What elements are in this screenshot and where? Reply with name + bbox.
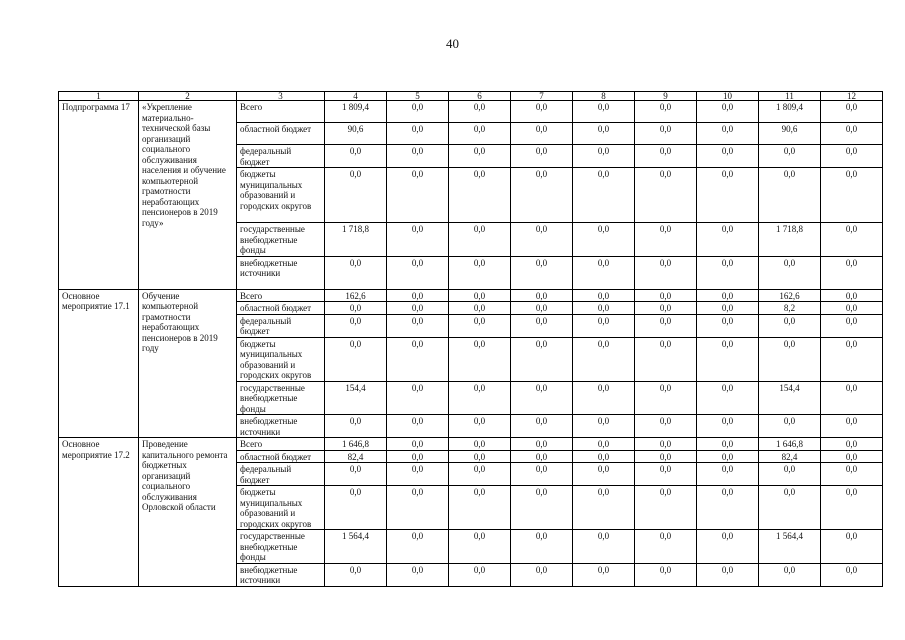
funding-value: 0,0 — [387, 168, 449, 223]
funding-value: 0,0 — [821, 381, 883, 415]
funding-value: 0,0 — [511, 168, 573, 223]
funding-value: 0,0 — [821, 463, 883, 486]
column-header: 4 — [325, 92, 387, 101]
funding-value: 0,0 — [697, 223, 759, 257]
funding-value: 0,0 — [697, 314, 759, 337]
funding-value: 0,0 — [635, 101, 697, 123]
funding-value: 0,0 — [325, 563, 387, 586]
funding-value: 0,0 — [759, 486, 821, 530]
funding-value: 0,0 — [635, 302, 697, 315]
funding-value: 0,0 — [573, 145, 635, 168]
funding-value: 0,0 — [511, 415, 573, 438]
funding-value: 0,0 — [387, 486, 449, 530]
funding-value: 0,0 — [573, 314, 635, 337]
funding-value: 0,0 — [573, 223, 635, 257]
funding-value: 0,0 — [511, 256, 573, 289]
funding-value: 0,0 — [387, 256, 449, 289]
funding-value: 0,0 — [387, 438, 449, 451]
funding-value: 1 718,8 — [325, 223, 387, 257]
funding-value: 1 646,8 — [759, 438, 821, 451]
funding-value: 82,4 — [759, 450, 821, 463]
funding-value: 0,0 — [387, 314, 449, 337]
funding-source: областной бюджет — [237, 123, 325, 145]
funding-value: 162,6 — [759, 289, 821, 302]
funding-value: 0,0 — [573, 256, 635, 289]
funding-value: 0,0 — [697, 450, 759, 463]
funding-value: 0,0 — [511, 381, 573, 415]
funding-value: 0,0 — [821, 168, 883, 223]
funding-value: 0,0 — [821, 314, 883, 337]
funding-value: 0,0 — [759, 168, 821, 223]
funding-value: 0,0 — [821, 563, 883, 586]
funding-value: 0,0 — [635, 438, 697, 451]
funding-value: 0,0 — [759, 256, 821, 289]
funding-value: 0,0 — [821, 223, 883, 257]
funding-value: 154,4 — [325, 381, 387, 415]
funding-value: 82,4 — [325, 450, 387, 463]
column-header: 10 — [697, 92, 759, 101]
column-header: 8 — [573, 92, 635, 101]
funding-source: Всего — [237, 289, 325, 302]
funding-value: 0,0 — [325, 145, 387, 168]
funding-value: 0,0 — [511, 314, 573, 337]
funding-value: 8,2 — [759, 302, 821, 315]
funding-value: 0,0 — [387, 145, 449, 168]
funding-value: 0,0 — [635, 463, 697, 486]
budget-table-body — [59, 101, 883, 587]
funding-value: 0,0 — [449, 563, 511, 586]
funding-value: 0,0 — [635, 337, 697, 381]
funding-value: 0,0 — [635, 123, 697, 145]
funding-value: 0,0 — [387, 302, 449, 315]
funding-value: 0,0 — [697, 123, 759, 145]
funding-source: Всего — [237, 101, 325, 123]
funding-value: 0,0 — [449, 314, 511, 337]
budget-table — [58, 91, 883, 587]
funding-value: 0,0 — [573, 415, 635, 438]
funding-value: 0,0 — [821, 415, 883, 438]
funding-value: 0,0 — [449, 530, 511, 564]
activity-code: Основное мероприятие 17.2 — [59, 438, 139, 587]
funding-source: бюджеты муниципальных образований и городских округов — [237, 337, 325, 381]
funding-value: 0,0 — [387, 123, 449, 145]
funding-value: 0,0 — [697, 302, 759, 315]
funding-value: 0,0 — [697, 486, 759, 530]
funding-value: 0,0 — [697, 415, 759, 438]
funding-value: 0,0 — [511, 337, 573, 381]
funding-value: 0,0 — [821, 256, 883, 289]
funding-value: 0,0 — [759, 415, 821, 438]
column-header: 1 — [59, 92, 139, 101]
funding-value: 0,0 — [573, 438, 635, 451]
funding-value: 0,0 — [449, 145, 511, 168]
funding-value: 0,0 — [511, 530, 573, 564]
funding-value: 0,0 — [573, 168, 635, 223]
funding-value: 0,0 — [697, 530, 759, 564]
funding-value: 0,0 — [511, 463, 573, 486]
funding-value: 0,0 — [511, 123, 573, 145]
funding-value: 0,0 — [387, 337, 449, 381]
funding-value: 0,0 — [449, 168, 511, 223]
funding-value: 0,0 — [511, 223, 573, 257]
funding-value: 0,0 — [573, 289, 635, 302]
funding-value: 0,0 — [449, 463, 511, 486]
funding-value: 0,0 — [387, 530, 449, 564]
funding-value: 0,0 — [387, 450, 449, 463]
funding-value: 0,0 — [449, 337, 511, 381]
funding-source: бюджеты муниципальных образований и городских округов — [237, 168, 325, 223]
funding-source: государственные внебюджетные фонды — [237, 223, 325, 257]
funding-value: 0,0 — [821, 302, 883, 315]
column-header: 2 — [139, 92, 237, 101]
funding-value: 0,0 — [635, 256, 697, 289]
funding-value: 1 809,4 — [325, 101, 387, 123]
funding-value: 0,0 — [573, 463, 635, 486]
funding-value: 0,0 — [573, 123, 635, 145]
activity-code: Подпрограмма 17 — [59, 101, 139, 290]
funding-value: 0,0 — [325, 463, 387, 486]
funding-value: 0,0 — [635, 145, 697, 168]
funding-value: 0,0 — [635, 223, 697, 257]
funding-value: 0,0 — [821, 486, 883, 530]
funding-value: 162,6 — [325, 289, 387, 302]
funding-value: 0,0 — [449, 415, 511, 438]
funding-source: федеральный бюджет — [237, 145, 325, 168]
column-header: 12 — [821, 92, 883, 101]
funding-value: 0,0 — [697, 381, 759, 415]
funding-value: 0,0 — [511, 101, 573, 123]
funding-value: 90,6 — [759, 123, 821, 145]
funding-value: 0,0 — [635, 168, 697, 223]
funding-value: 1 564,4 — [325, 530, 387, 564]
funding-value: 0,0 — [635, 486, 697, 530]
funding-value: 0,0 — [573, 486, 635, 530]
funding-value: 0,0 — [511, 145, 573, 168]
funding-source: государственные внебюджетные фонды — [237, 530, 325, 564]
funding-value: 0,0 — [573, 337, 635, 381]
funding-value: 0,0 — [573, 450, 635, 463]
funding-value: 0,0 — [821, 438, 883, 451]
funding-source: областной бюджет — [237, 302, 325, 315]
funding-value: 0,0 — [511, 302, 573, 315]
funding-value: 0,0 — [573, 563, 635, 586]
funding-value: 0,0 — [759, 563, 821, 586]
funding-value: 0,0 — [325, 168, 387, 223]
funding-source: внебюджетные источники — [237, 256, 325, 289]
funding-value: 0,0 — [697, 168, 759, 223]
funding-value: 1 564,4 — [759, 530, 821, 564]
funding-value: 0,0 — [387, 223, 449, 257]
funding-value: 0,0 — [573, 530, 635, 564]
funding-value: 0,0 — [821, 450, 883, 463]
funding-source: бюджеты муниципальных образований и городских округов — [237, 486, 325, 530]
funding-value: 0,0 — [573, 101, 635, 123]
funding-value: 0,0 — [387, 101, 449, 123]
funding-value: 0,0 — [573, 302, 635, 315]
activity-name: «Укрепление материально-технической базы организаций социального обслуживания населения и обучение компьютерной грамотности неработающих пенсионеров в 2019 году» — [139, 101, 237, 290]
funding-value: 0,0 — [449, 289, 511, 302]
funding-value: 0,0 — [635, 563, 697, 586]
funding-value: 0,0 — [325, 337, 387, 381]
funding-source: областной бюджет — [237, 450, 325, 463]
funding-value: 0,0 — [697, 438, 759, 451]
column-header: 11 — [759, 92, 821, 101]
funding-value: 0,0 — [387, 381, 449, 415]
funding-value: 0,0 — [759, 314, 821, 337]
funding-value: 0,0 — [449, 381, 511, 415]
column-header: 9 — [635, 92, 697, 101]
column-number-row — [59, 92, 883, 101]
table-row — [59, 289, 883, 302]
funding-source: федеральный бюджет — [237, 463, 325, 486]
funding-value: 0,0 — [325, 314, 387, 337]
table-row — [59, 438, 883, 451]
funding-value: 0,0 — [449, 101, 511, 123]
activity-name: Обучение компьютерной грамотности неработающих пенсионеров в 2019 году — [139, 289, 237, 438]
funding-value: 0,0 — [511, 289, 573, 302]
funding-value: 0,0 — [573, 381, 635, 415]
funding-value: 0,0 — [821, 145, 883, 168]
column-header: 5 — [387, 92, 449, 101]
funding-value: 0,0 — [387, 463, 449, 486]
column-header: 7 — [511, 92, 573, 101]
funding-source: федеральный бюджет — [237, 314, 325, 337]
funding-value: 0,0 — [821, 101, 883, 123]
funding-value: 0,0 — [821, 289, 883, 302]
funding-value: 0,0 — [697, 337, 759, 381]
funding-value: 0,0 — [449, 302, 511, 315]
funding-value: 0,0 — [635, 381, 697, 415]
funding-value: 0,0 — [387, 415, 449, 438]
funding-value: 1 809,4 — [759, 101, 821, 123]
funding-value: 1 718,8 — [759, 223, 821, 257]
funding-value: 0,0 — [821, 123, 883, 145]
funding-value: 0,0 — [697, 145, 759, 168]
funding-value: 0,0 — [759, 337, 821, 381]
page-number: 40 — [446, 36, 459, 51]
funding-source: государственные внебюджетные фонды — [237, 381, 325, 415]
funding-value: 0,0 — [635, 530, 697, 564]
funding-value: 0,0 — [325, 302, 387, 315]
funding-value: 0,0 — [821, 530, 883, 564]
funding-value: 0,0 — [325, 486, 387, 530]
funding-value: 0,0 — [635, 415, 697, 438]
funding-value: 0,0 — [635, 314, 697, 337]
table-row — [59, 101, 883, 123]
funding-value: 0,0 — [449, 123, 511, 145]
column-header: 3 — [237, 92, 325, 101]
funding-value: 0,0 — [697, 463, 759, 486]
activity-code: Основное мероприятие 17.1 — [59, 289, 139, 438]
funding-value: 0,0 — [697, 256, 759, 289]
funding-value: 0,0 — [697, 101, 759, 123]
funding-value: 0,0 — [325, 415, 387, 438]
funding-value: 1 646,8 — [325, 438, 387, 451]
funding-value: 0,0 — [511, 486, 573, 530]
funding-value: 0,0 — [635, 289, 697, 302]
funding-value: 0,0 — [449, 256, 511, 289]
funding-value: 0,0 — [449, 438, 511, 451]
funding-value: 0,0 — [697, 289, 759, 302]
funding-value: 154,4 — [759, 381, 821, 415]
funding-value: 0,0 — [821, 337, 883, 381]
funding-value: 0,0 — [759, 145, 821, 168]
funding-value: 0,0 — [387, 289, 449, 302]
funding-value: 0,0 — [449, 450, 511, 463]
column-header: 6 — [449, 92, 511, 101]
funding-value: 0,0 — [511, 563, 573, 586]
activity-name: Проведение капитального ремонта бюджетных организаций социального обслуживания Орловской области — [139, 438, 237, 587]
funding-value: 0,0 — [759, 463, 821, 486]
funding-source: внебюджетные источники — [237, 415, 325, 438]
funding-value: 90,6 — [325, 123, 387, 145]
funding-value: 0,0 — [511, 450, 573, 463]
funding-value: 0,0 — [449, 223, 511, 257]
funding-value: 0,0 — [387, 563, 449, 586]
funding-value: 0,0 — [697, 563, 759, 586]
funding-value: 0,0 — [635, 450, 697, 463]
funding-value: 0,0 — [449, 486, 511, 530]
funding-source: Всего — [237, 438, 325, 451]
funding-value: 0,0 — [325, 256, 387, 289]
funding-value: 0,0 — [511, 438, 573, 451]
funding-source: внебюджетные источники — [237, 563, 325, 586]
